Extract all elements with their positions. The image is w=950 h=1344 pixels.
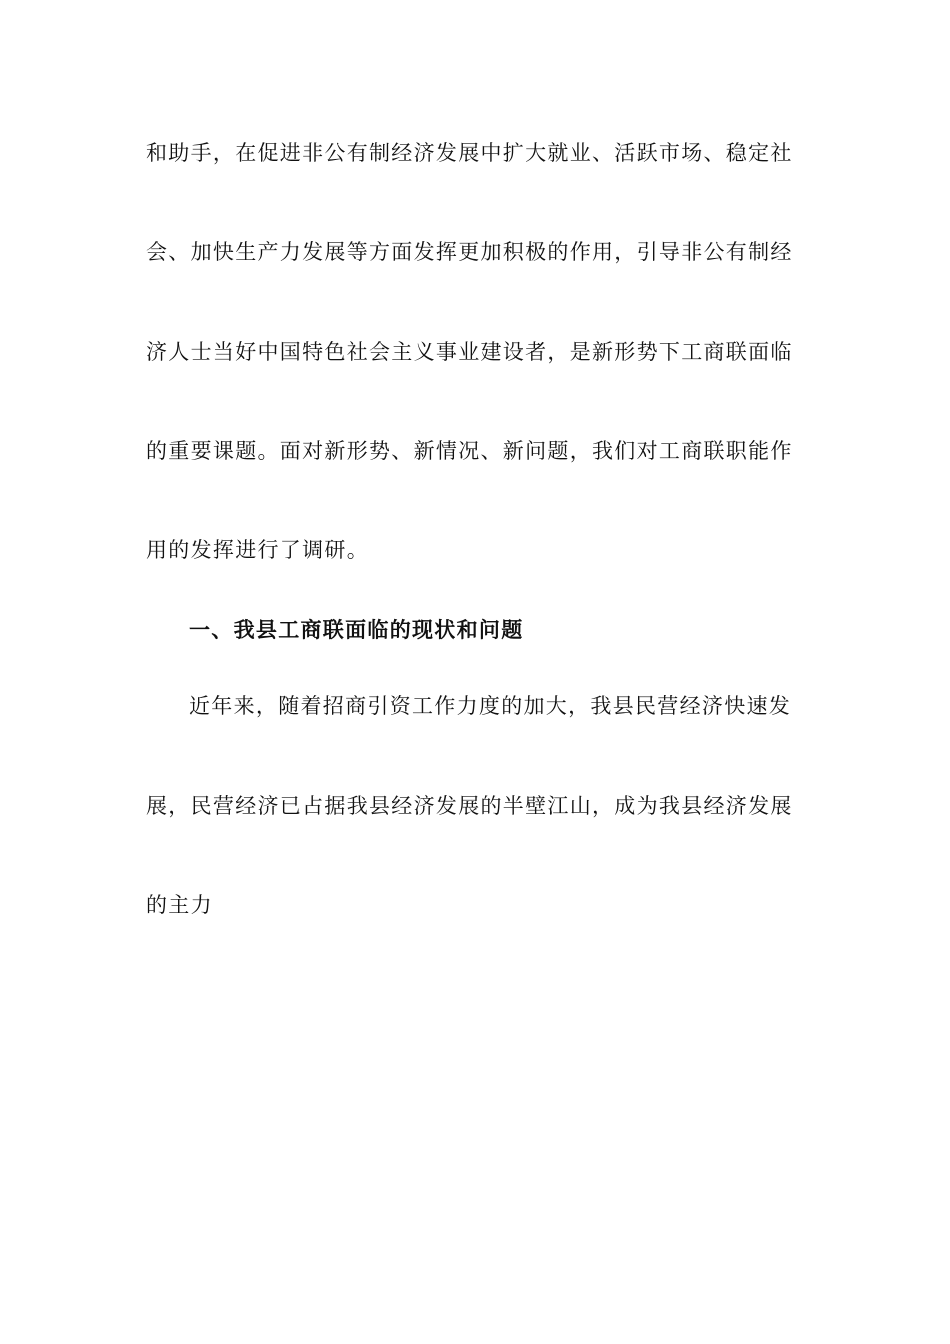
paragraph-line: 的主力 xyxy=(146,893,213,917)
paragraph-line: 近年来，随着招商引资工作力度的加大，我县民营经济快速发 xyxy=(189,694,792,718)
paragraph-line: 展，民营经济已占据我县经济发展的半壁江山，成为我县经济发展 xyxy=(146,794,793,818)
paragraph-line: 和助手，在促进非公有制经济发展中扩大就业、活跃市场、稳定社 xyxy=(146,141,793,165)
paragraph-line: 济人士当好中国特色社会主义事业建设者，是新形势下工商联面临 xyxy=(146,340,793,364)
section-heading: 一、我县工商联面临的现状和问题 xyxy=(189,617,524,642)
paragraph-line: 的重要课题。面对新形势、新情况、新问题，我们对工商联职能作 xyxy=(146,439,793,463)
paragraph-line: 会、加快生产力发展等方面发挥更加积极的作用，引导非公有制经 xyxy=(146,240,793,264)
paragraph-line: 用的发挥进行了调研。 xyxy=(146,538,369,562)
